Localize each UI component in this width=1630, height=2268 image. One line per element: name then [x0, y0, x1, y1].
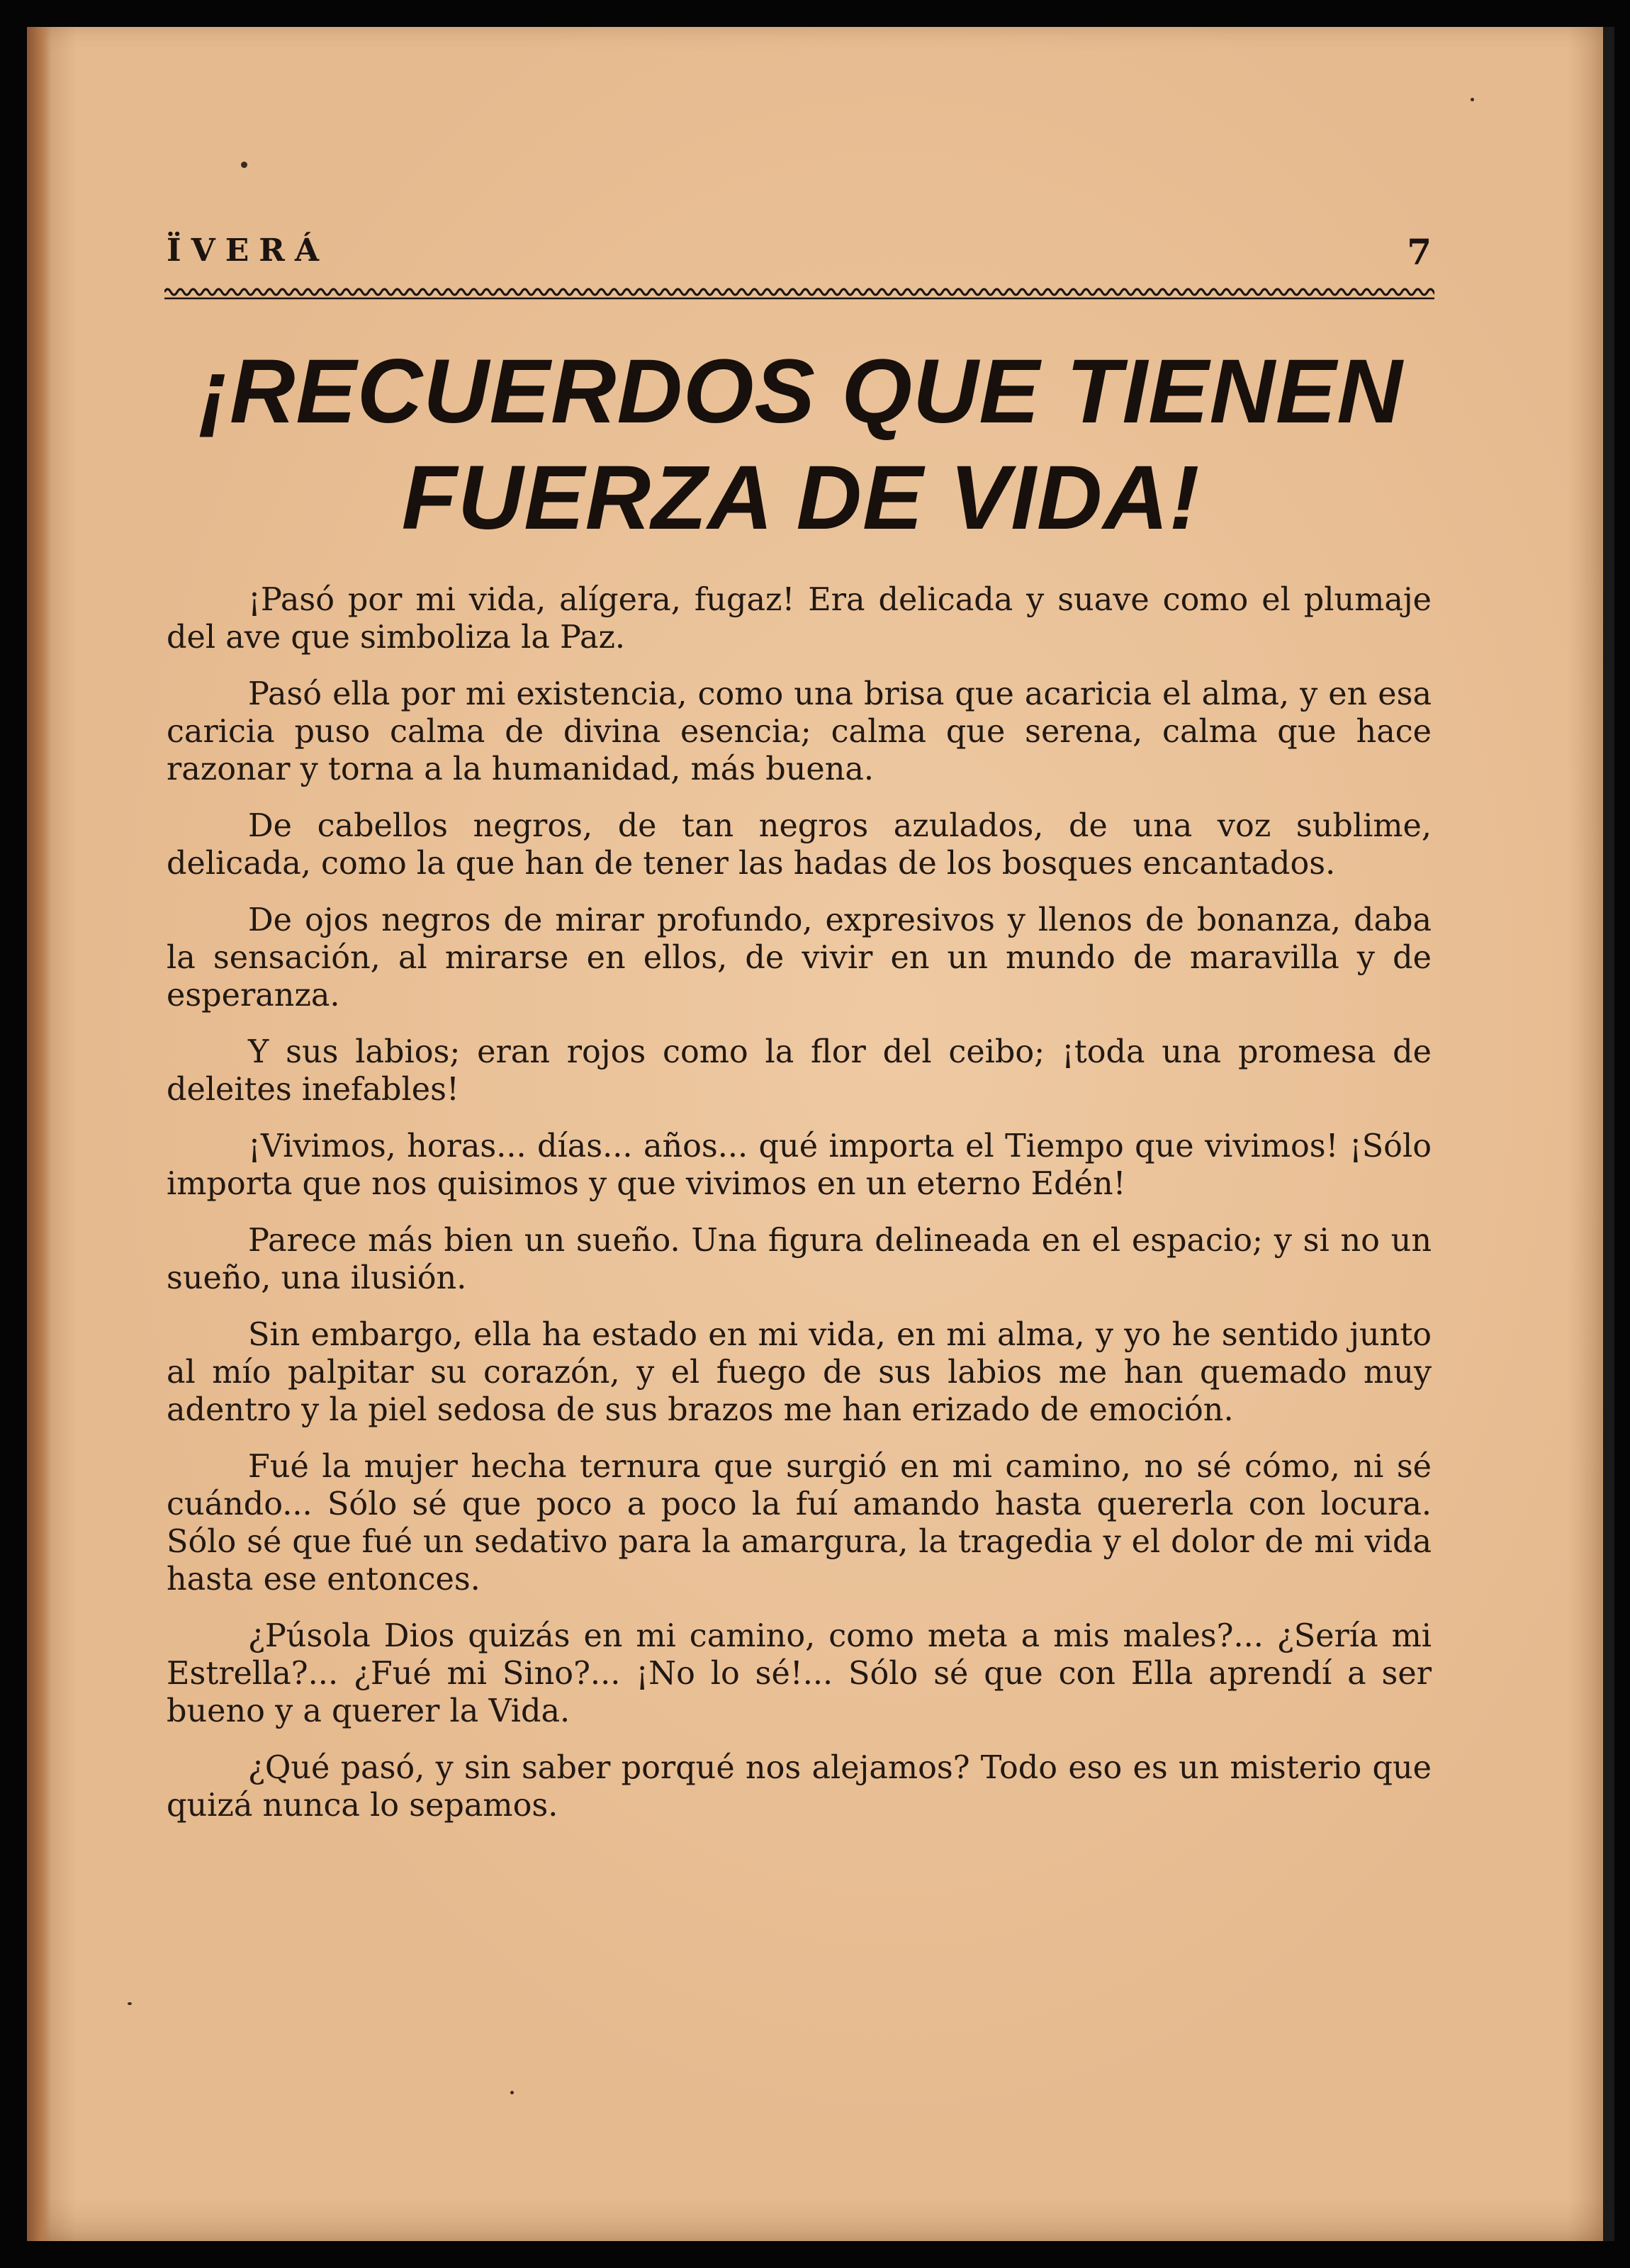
paragraph-10: ¿Púsola Dios quizás en mi camino, como meta a mis males?... ¿Sería mi Estrella?... ¿Fué mi Sino?... ¡No lo sé!... Sólo sé que con Ella aprendí a ser bueno y a querer la Vida.: [167, 1618, 1432, 1729]
paragraph-6: ¡Vivimos, horas... días... años... qué importa el Tiempo que vivimos! ¡Sólo importa que nos quisimos y que vivimos en un eterno Edén!: [167, 1128, 1432, 1202]
running-title: ÏVERÁ: [167, 232, 329, 269]
article-title: [167, 339, 1435, 551]
page-right-edge: [1603, 27, 1614, 2241]
paper-speck: [241, 162, 247, 168]
paragraph-7: Parece más bien un sueño. Una figura delineada en el espacio; y si no un sueño, una ilusión.: [167, 1223, 1432, 1296]
paragraph-3: De cabellos negros, de tan negros azulados, de una voz sublime, delicada, como la que han de tener las hadas de los bosques encantados.: [167, 808, 1432, 882]
article-body: [167, 581, 1432, 1843]
paragraph-9: Fué la mujer hecha ternura que surgió en mi camino, no sé cómo, ni sé cuándo... Sólo sé que poco a poco la fuí amando hasta quererla con locura. Sólo sé que fué un sedativo para la amargura, la tragedia y el dolor de mi vida hasta ese entonces.: [167, 1449, 1432, 1598]
paper-speck: [1471, 98, 1474, 101]
paragraph-11: ¿Qué pasó, y sin saber porqué nos alejamos? Todo eso es un misterio que quizá nunca lo sepamos.: [167, 1750, 1432, 1824]
page-number: 7: [1407, 231, 1432, 273]
paragraph-4: De ojos negros de mirar profundo, expresivos y llenos de bonanza, daba la sensación, al mirarse en ellos, de vivir en un mundo de maravilla y de esperanza.: [167, 902, 1432, 1014]
paragraph-5: Y sus labios; eran rojos como la flor del ceibo; ¡toda una promesa de deleites inefables!: [167, 1034, 1432, 1108]
article-title-line-1: ¡RECUERDOS QUE TIENEN: [198, 341, 1403, 442]
paper-speck: [128, 2002, 132, 2005]
paragraph-2: Pasó ella por mi existencia, como una brisa que acaricia el alma, y en esa caricia puso calma de divina esencia; calma que serena, calma que hace razonar y torna a la humanidad, más buena.: [167, 676, 1432, 787]
paper-speck: [510, 2091, 514, 2094]
running-header: [167, 225, 1432, 275]
paragraph-8: Sin embargo, ella ha estado en mi vida, en mi alma, y yo he sentido junto al mío palpitar su corazón, y el fuego de sus labios me han quemado muy adentro y la piel sedosa de sus brazos me han erizado de emoción.: [167, 1317, 1432, 1428]
paragraph-1: ¡Pasó por mi vida, alígera, fugaz! Era delicada y suave como el plumaje del ave que simboliza la Paz.: [167, 582, 1432, 656]
page-spine-shadow: [27, 27, 51, 2241]
wavy-rule-divider: [164, 284, 1434, 302]
article-title-line-2: FUERZA DE VIDA!: [401, 447, 1201, 549]
